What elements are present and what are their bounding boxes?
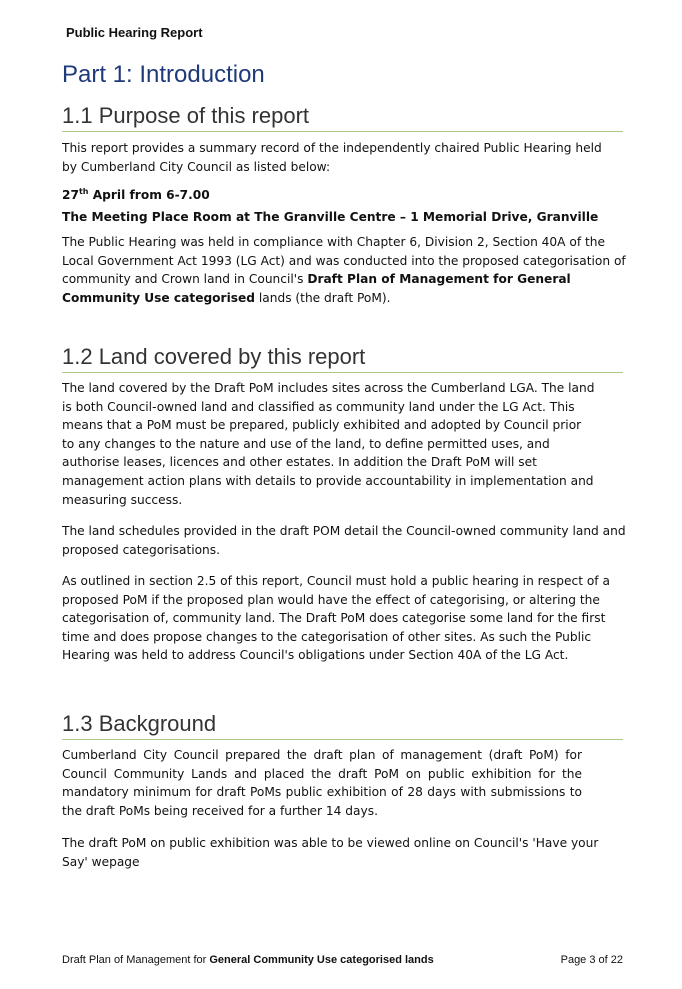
- footer-page-number: Page 3 of 22: [560, 954, 623, 966]
- purpose-intro-paragraph: This report provides a summary record of the independently chaired Public Hearing held by Cumberland City Council as listed below:: [62, 141, 602, 174]
- background-paragraph: Cumberland City Council prepared the draft plan of management (draft PoM) for Council Community Lands and placed the draft PoM on public exhibition for the mandatory minimum for draft PoMs public exhibition of 28 days with submissions to the draft PoMs being received for a further 14 days.: [62, 748, 582, 818]
- footer-document-title: Draft Plan of Management for General Community Use categorised lands: [62, 954, 434, 966]
- running-header: Public Hearing Report: [66, 25, 203, 40]
- hearing-venue: The Meeting Place Room at The Granville Centre – 1 Memorial Drive, Granville: [62, 210, 599, 224]
- section-heading-purpose: 1.1 Purpose of this report: [62, 102, 623, 132]
- hearing-date-day: 27: [62, 188, 79, 203]
- part-title: Part 1: Introduction: [62, 61, 265, 88]
- hearing-date: [62, 183, 627, 205]
- hearing-date-rest: April from 6-7.00: [88, 188, 210, 203]
- section-heading-land-covered: 1.2 Land covered by this report: [62, 343, 623, 373]
- hearing-date-suffix: th: [78, 187, 89, 196]
- section-heading-background: 1.3 Background: [62, 710, 623, 740]
- exhibition-online-paragraph: The draft PoM on public exhibition was able to be viewed online on Council's 'Have your Say' wepage: [62, 836, 599, 869]
- compliance-paragraph: The Public Hearing was held in compliance with Chapter 6, Division 2, Section 40A of the Local Government Act 1993 (LG Act) and was conducted into the proposed categorisation of community and Crown land in Council's Draft Plan of Management for General Community Use categorised lands (the draft PoM).: [62, 235, 626, 305]
- public-hearing-requirement-paragraph: As outlined in section 2.5 of this report, Council must hold a public hearing in respect of a proposed PoM if the proposed plan would have the effect of categorising, or altering the categorisation of, community land. The Draft PoM does categorise some land for the first time and does propose changes to the categorisation of other sites. As such the Public Hearing was held to address Council's obligations under Section 40A of the LG Act.: [62, 574, 610, 663]
- land-covered-paragraph: The land covered by the Draft PoM includes sites across the Cumberland LGA. The land is both Council-owned land and classified as community land under the LG Act. This means that a PoM must be prepared, publicly exhibited and adopted by Council prior to any changes to the nature and use of the land, to define permitted uses, and authorise leases, licences and other estates. In addition the Draft PoM will set management action plans with details to provide accountability in implementation and measuring success.: [62, 381, 595, 507]
- land-schedules-paragraph: The land schedules provided in the draft POM detail the Council-owned community land and proposed categorisations.: [62, 524, 626, 557]
